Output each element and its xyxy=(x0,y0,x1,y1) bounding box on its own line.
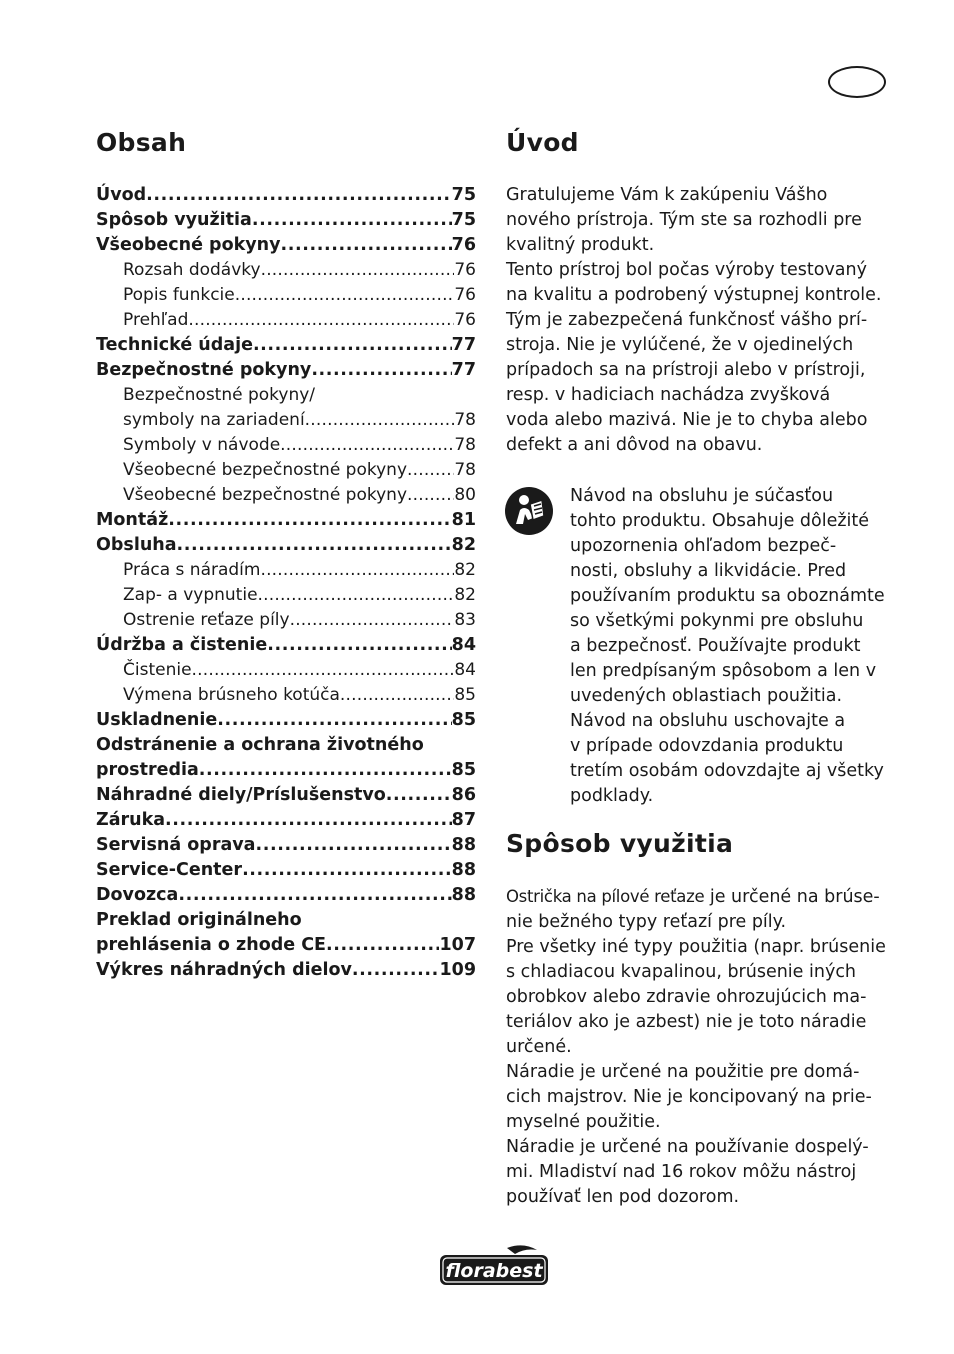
toc-entry xyxy=(96,333,476,358)
toc-leader-dots xyxy=(242,858,452,883)
toc-entry-page: 85 xyxy=(454,685,476,705)
toc-leader-dots xyxy=(177,533,452,558)
toc-entry-page: 87 xyxy=(451,810,476,830)
usage-line: obrobkov alebo zdravie ohrozujúcich ma- xyxy=(506,987,867,1007)
usage-first-line-rest: je určené na brúse- xyxy=(704,887,880,907)
toc-entry-label: Údržba a čistenie xyxy=(96,635,268,655)
usage-line: Náradie je určené na používanie dospelý- xyxy=(506,1137,869,1157)
toc-leader-dots xyxy=(165,808,452,833)
notice-line: uvedených oblastiach použitia. xyxy=(570,686,843,706)
table-of-contents xyxy=(96,183,476,983)
toc-entry xyxy=(96,558,476,583)
toc-entry-page: 76 xyxy=(451,235,476,255)
intro-line: Tým je zabezpečená funkčnosť vášho prí- xyxy=(506,310,868,330)
toc-leader-dots xyxy=(188,308,454,333)
toc-entry xyxy=(96,483,476,508)
toc-leader-dots xyxy=(311,358,451,383)
toc-entry xyxy=(96,358,476,383)
usage-line: nie bežného typy reťazí pre píly. xyxy=(506,912,787,932)
toc-entry xyxy=(96,933,476,958)
toc-leader-dots xyxy=(305,408,455,433)
intro-line: nového prístroja. Tým ste sa rozhodli pre xyxy=(506,210,862,230)
toc-leader-dots xyxy=(352,958,440,983)
usage-line: používať len pod dozorom. xyxy=(506,1187,740,1207)
toc-entry-label: Ostrenie reťaze píly xyxy=(123,610,290,630)
toc-entry-page: 78 xyxy=(454,410,476,430)
usage-first-line xyxy=(506,884,891,910)
toc-entry xyxy=(96,708,476,733)
toc-entry-label: symboly na zariadení xyxy=(123,410,305,430)
toc-entry-label: Spôsob využitia xyxy=(96,210,252,230)
toc-entry-label: Práca s náradím xyxy=(123,560,261,580)
toc-leader-dots xyxy=(407,483,454,508)
toc-entry-label: prostredia xyxy=(96,760,199,780)
toc-entry xyxy=(96,433,476,458)
notice-line: len predpísaným spôsobom a len v xyxy=(570,661,877,681)
usage-line: Náradie je určené na použitie pre domá- xyxy=(506,1062,860,1082)
toc-entry-label: Bezpečnostné pokyny/ xyxy=(123,385,316,405)
usage-title: Spôsob využitia xyxy=(506,829,734,858)
toc-entry xyxy=(96,383,476,408)
toc-entry xyxy=(96,458,476,483)
toc-entry-label: Čistenie xyxy=(123,660,192,680)
toc-leader-dots xyxy=(326,933,439,958)
intro-line: prípadoch sa na prístroji alebo v prístroji, xyxy=(506,360,866,380)
toc-entry-label: Montáž xyxy=(96,510,169,530)
toc-leader-dots xyxy=(252,208,452,233)
toc-entry-page: 83 xyxy=(454,610,476,630)
toc-entry-label: Symboly v návode xyxy=(123,435,281,455)
toc-entry-page: 88 xyxy=(451,860,476,880)
toc-entry-page: 85 xyxy=(451,760,476,780)
toc-entry-page: 84 xyxy=(454,660,476,680)
toc-leader-dots xyxy=(235,283,455,308)
toc-entry-label: Zap- a vypnutie xyxy=(123,585,258,605)
toc-entry xyxy=(96,508,476,533)
toc-leader-dots xyxy=(407,458,454,483)
toc-leader-dots xyxy=(256,833,452,858)
intro-line: na kvalitu a podrobený výstupnej kontrole. xyxy=(506,285,882,305)
notice-line: tohto produktu. Obsahuje dôležité xyxy=(570,511,870,531)
toc-entry-page: 76 xyxy=(454,285,476,305)
notice-line: Návod na obsluhu je súčasťou xyxy=(570,486,834,506)
notice-line: tretím osobám odovzdajte aj všetky xyxy=(570,761,884,781)
toc-entry-page: 75 xyxy=(451,185,476,205)
intro-title: Úvod xyxy=(506,128,579,157)
toc-entry-page: 77 xyxy=(451,335,476,355)
toc-entry-label: prehlásenia o zhode CE xyxy=(96,935,327,955)
toc-entry xyxy=(96,608,476,633)
usage-line: mi. Mladiství nad 16 rokov môžu nástroj xyxy=(506,1162,857,1182)
toc-entry-label: Dovozca xyxy=(96,885,179,905)
usage-text xyxy=(506,884,891,1210)
toc-entry-page: 88 xyxy=(451,885,476,905)
toc-leader-dots xyxy=(386,783,452,808)
notice-line: Návod na obsluhu uschovajte a xyxy=(570,711,846,731)
toc-entry-page: 78 xyxy=(454,460,476,480)
toc-entry-label: Výkres náhradných dielov xyxy=(96,960,352,980)
intro-line: resp. v hadiciach nachádza zvyšková xyxy=(506,385,831,405)
usage-line: teriálov ako je azbest) nie je toto náradie xyxy=(506,1012,867,1032)
toc-entry xyxy=(96,408,476,433)
toc-leader-dots xyxy=(178,883,451,908)
toc-entry-label: Všeobecné bezpečnostné pokyny xyxy=(123,460,408,480)
notice-line: so všetkými pokynmi pre obsluhu xyxy=(570,611,864,631)
usage-line: s chladiacou kvapalinou, brúsenie iných xyxy=(506,962,857,982)
florabest-logo xyxy=(437,1244,551,1288)
toc-entry xyxy=(96,583,476,608)
intro-line: defekt a ani dôvod na obavu. xyxy=(506,435,763,455)
toc-entry-page: 109 xyxy=(439,960,476,980)
intro-line: Gratulujeme Vám k zakúpeniu Vášho xyxy=(506,185,828,205)
toc-leader-dots xyxy=(260,558,454,583)
toc-entry xyxy=(96,683,476,708)
toc-entry-page: 77 xyxy=(451,360,476,380)
intro-text xyxy=(506,183,891,458)
toc-leader-dots xyxy=(340,683,454,708)
toc-leader-dots xyxy=(258,583,455,608)
toc-entry-label: Popis funkcie xyxy=(123,285,235,305)
toc-entry xyxy=(96,908,476,933)
toc-entry xyxy=(96,283,476,308)
toc-entry-label: Prehľad xyxy=(123,310,189,330)
intro-line: Tento prístroj bol počas výroby testovaný xyxy=(506,260,867,280)
notice-line: podklady. xyxy=(570,786,654,806)
toc-entry xyxy=(96,258,476,283)
toc-entry-page: 82 xyxy=(451,535,476,555)
toc-entry-page: 85 xyxy=(451,710,476,730)
toc-entry-page: 75 xyxy=(451,210,476,230)
notice-line: v prípade odovzdania produktu xyxy=(570,736,844,756)
toc-entry xyxy=(96,208,476,233)
intro-line: kvalitný produkt. xyxy=(506,235,655,255)
usage-line: určené. xyxy=(506,1037,572,1057)
notice-line: upozornenia ohľadom bezpeč- xyxy=(570,536,837,556)
logo-text: florabest xyxy=(445,1260,543,1282)
toc-entry-page: 82 xyxy=(454,585,476,605)
toc-entry xyxy=(96,183,476,208)
toc-entry-page: 76 xyxy=(454,260,476,280)
toc-entry-label: Bezpečnostné pokyny xyxy=(96,360,312,380)
toc-entry xyxy=(96,958,476,983)
toc-entry xyxy=(96,533,476,558)
toc-entry-label: Náhradné diely/Príslušenstvo xyxy=(96,785,386,805)
usage-line: myselné použitie. xyxy=(506,1112,661,1132)
toc-entry-label: Service-Center xyxy=(96,860,243,880)
toc-entry-label: Odstránenie a ochrana životného xyxy=(96,735,424,755)
toc-entry xyxy=(96,858,476,883)
toc-entry-label: Výmena brúsneho kotúča xyxy=(123,685,340,705)
toc-entry-page: 80 xyxy=(454,485,476,505)
toc-entry-page: 78 xyxy=(454,435,476,455)
toc-entry xyxy=(96,308,476,333)
toc-leader-dots xyxy=(280,433,454,458)
toc-leader-dots xyxy=(199,758,452,783)
toc-title: Obsah xyxy=(96,128,187,157)
toc-entry-label: Záruka xyxy=(96,810,166,830)
toc-entry-label: Uskladnenie xyxy=(96,710,218,730)
toc-entry-label: Technické údaje xyxy=(96,335,253,355)
toc-entry xyxy=(96,658,476,683)
toc-entry xyxy=(96,758,476,783)
product-name: Ostrička na pílové reťaze xyxy=(506,887,705,906)
toc-leader-dots xyxy=(290,608,455,633)
toc-entry-label: Preklad originálneho xyxy=(96,910,302,930)
toc-entry-page: 86 xyxy=(451,785,476,805)
toc-entry xyxy=(96,833,476,858)
toc-entry xyxy=(96,783,476,808)
toc-entry-page: 107 xyxy=(439,935,476,955)
toc-entry-label: Obsluha xyxy=(96,535,177,555)
toc-leader-dots xyxy=(261,258,455,283)
toc-entry-label: Úvod xyxy=(96,185,147,205)
toc-entry xyxy=(96,733,476,758)
toc-entry-page: 82 xyxy=(454,560,476,580)
usage-line: Pre všetky iné typy použitia (napr. brúsenie xyxy=(506,937,886,957)
toc-leader-dots xyxy=(192,658,455,683)
toc-leader-dots xyxy=(217,708,451,733)
intro-line: stroja. Nie je vylúčené, že v ojedinelých xyxy=(506,335,854,355)
toc-entry-label: Všeobecné pokyny xyxy=(96,235,281,255)
toc-entry-page: 88 xyxy=(451,835,476,855)
toc-entry-label: Rozsah dodávky xyxy=(123,260,261,280)
manual-notice-text xyxy=(570,484,890,809)
toc-entry xyxy=(96,883,476,908)
intro-line: voda alebo mazivá. Nie je to chyba alebo xyxy=(506,410,868,430)
toc-leader-dots xyxy=(146,183,451,208)
toc-leader-dots xyxy=(267,633,451,658)
toc-entry-page: 76 xyxy=(454,310,476,330)
usage-line: cich majstrov. Nie je koncipovaný na prie- xyxy=(506,1087,872,1107)
toc-entry-page: 84 xyxy=(451,635,476,655)
notice-line: používaním produktu sa oboznámte xyxy=(570,586,885,606)
toc-leader-dots xyxy=(253,333,452,358)
toc-entry xyxy=(96,808,476,833)
toc-entry-page: 81 xyxy=(451,510,476,530)
toc-entry xyxy=(96,633,476,658)
notice-line: nosti, obsluhy a likvidácie. Pred xyxy=(570,561,847,581)
language-marker-oval xyxy=(828,66,886,98)
toc-leader-dots xyxy=(281,233,452,258)
toc-entry xyxy=(96,233,476,258)
notice-line: a bezpečnosť. Používajte produkt xyxy=(570,636,861,656)
read-manual-icon xyxy=(504,486,554,536)
toc-entry-label: Všeobecné bezpečnostné pokyny xyxy=(123,485,408,505)
toc-entry-label: Servisná oprava xyxy=(96,835,256,855)
toc-leader-dots xyxy=(168,508,451,533)
